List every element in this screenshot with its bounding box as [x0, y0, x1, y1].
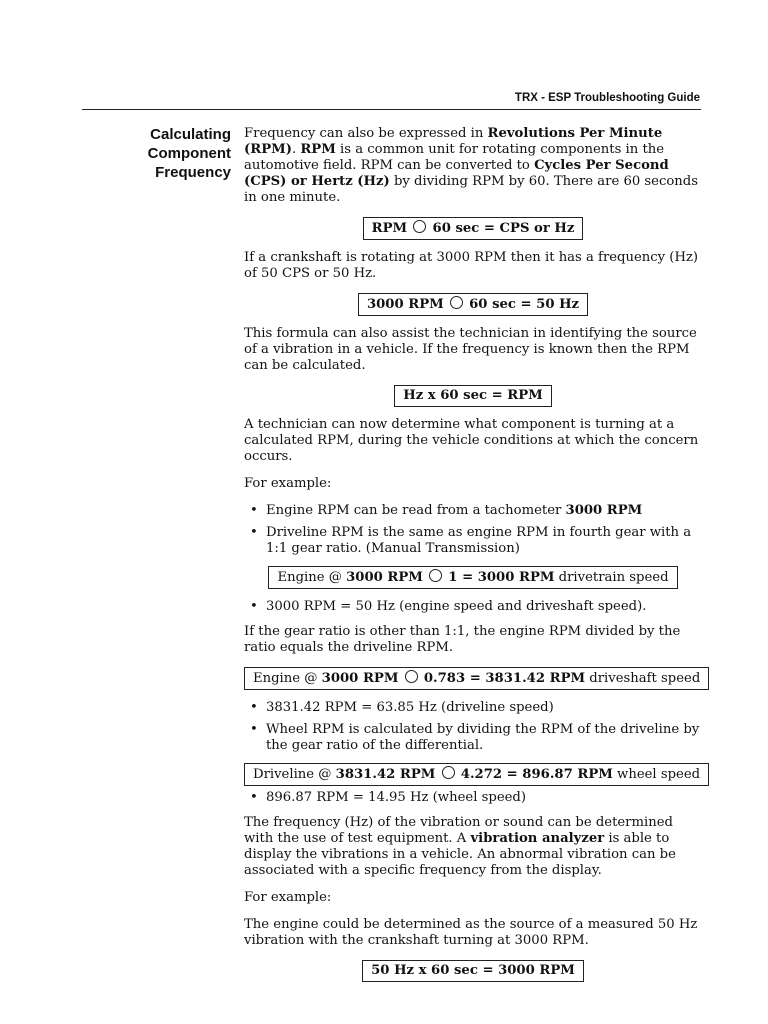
text-span: 896.87 RPM = 14.95 Hz (wheel speed)	[266, 790, 527, 805]
formula-row	[244, 763, 702, 786]
divide-operator-icon	[450, 296, 463, 309]
bullet-icon: •	[250, 790, 258, 805]
list-item	[244, 503, 702, 519]
text-span: Wheel RPM is calculated by dividing the RPM of the driveline by the gear ratio of the differential.	[266, 722, 700, 753]
bullet-icon: •	[250, 599, 258, 614]
formula-rpm-to-hz	[363, 217, 584, 240]
header-title: TRX - ESP Troubleshooting Guide	[514, 92, 700, 104]
text-span: Frequency can also be expressed in	[244, 126, 488, 141]
text-span: is able to display the vibrations in a vehicle. An abnormal vibration can be associated with a specific frequency from the display.	[244, 831, 676, 878]
formula-term: RPM	[371, 221, 408, 236]
paragraph-rpm-intro	[244, 126, 702, 206]
bullet-icon: •	[250, 722, 258, 737]
list-item	[244, 722, 702, 754]
formula-text: drivetrain speed	[554, 570, 669, 585]
formula-term: 60 sec = 50 Hz	[469, 297, 580, 312]
list-item	[244, 599, 702, 615]
section-heading	[120, 125, 231, 182]
formula-term: 4.272 = 896.87 RPM	[460, 767, 613, 782]
formula-term: 3000 RPM	[346, 570, 423, 585]
formula-term: 50 Hz x 60 sec = 3000 RPM	[371, 963, 575, 978]
bullet-list	[244, 503, 702, 557]
bold-term: Revolutions Per Minute (RPM)	[244, 126, 663, 157]
text-span: Driveline RPM is the same as engine RPM in fourth gear with a 1:1 gear ratio. (Manual Transmission)	[266, 525, 692, 556]
bullet-icon: •	[250, 503, 258, 518]
formula-row	[244, 960, 702, 982]
divide-operator-icon	[442, 766, 455, 779]
paragraph-crankshaft-example: If a crankshaft is rotating at 3000 RPM then it has a frequency (Hz) of 50 CPS or 50 Hz.	[244, 250, 699, 281]
formula-term: 3000 RPM	[321, 671, 399, 686]
formula-row	[244, 667, 702, 690]
formula-hz-to-rpm	[394, 385, 552, 407]
bold-term: Cycles Per Second (CPS) or Hertz (Hz)	[244, 158, 669, 189]
text-span: is a common unit for rotating components in the automotive field. RPM can be converted to	[244, 142, 665, 173]
formula-text: driveshaft speed	[585, 671, 701, 686]
divide-operator-icon	[429, 569, 442, 582]
text-span: by dividing RPM by 60. There are 60 seconds in one minute.	[244, 174, 699, 205]
formula-term: 0.783 = 3831.42 RPM	[423, 671, 586, 686]
paragraph-for-example-2: For example:	[244, 890, 332, 905]
formula-wheel-speed	[244, 763, 709, 786]
formula-text: Driveline @	[253, 767, 336, 782]
formula-term: 3000 RPM	[366, 297, 444, 312]
text-span: Engine RPM can be read from a tachometer	[266, 503, 566, 518]
divide-operator-icon	[405, 670, 418, 683]
section-heading-line-2: Component	[147, 145, 231, 162]
header-rule	[82, 109, 701, 110]
formula-term: 1 = 3000 RPM	[448, 570, 555, 585]
formula-term: 60 sec = CPS or Hz	[432, 221, 575, 236]
section-heading-line-1: Calculating	[150, 126, 231, 143]
formula-term: Hz x 60 sec = RPM	[403, 388, 543, 403]
formula-row	[244, 385, 702, 407]
text-span: The frequency (Hz) of the vibration or sound can be determined with the use of test equipment. A	[244, 815, 673, 846]
section-heading-line-3: Frequency	[155, 164, 231, 181]
list-item	[244, 790, 702, 806]
formula-text: Engine @	[253, 671, 322, 686]
formula-driveshaft-speed	[244, 667, 709, 690]
bullet-icon: •	[250, 525, 258, 540]
bullet-list	[244, 599, 702, 615]
formula-row	[244, 566, 702, 589]
divide-operator-icon	[413, 220, 426, 233]
paragraph-formula-source: This formula can also assist the technician in identifying the source of a vibration in a vehicle. If the frequency is known then the RPM can be calculated.	[244, 326, 697, 373]
bullet-icon: •	[250, 700, 258, 715]
text-span: 3831.42 RPM = 63.85 Hz (driveline speed)	[266, 700, 554, 715]
paragraph-engine-source: The engine could be determined as the source of a measured 50 Hz vibration with the crankshaft turning at 3000 RPM.	[244, 917, 698, 948]
body-content	[244, 126, 702, 992]
bullet-list	[244, 790, 702, 806]
formula-50hz	[362, 960, 584, 982]
formula-3000-rpm	[358, 293, 588, 316]
formula-drivetrain-speed	[268, 566, 677, 589]
bold-term: vibration analyzer	[470, 831, 605, 846]
list-item	[244, 525, 702, 557]
formula-row	[244, 217, 702, 240]
bold-term: RPM	[300, 142, 336, 157]
formula-text: wheel speed	[612, 767, 701, 782]
formula-text: Engine @	[277, 570, 347, 585]
paragraph-vibration-analyzer	[244, 815, 702, 879]
bold-term: 3000 RPM	[565, 503, 643, 518]
paragraph-for-example: For example:	[244, 476, 332, 491]
formula-row	[244, 293, 702, 316]
text-span: .	[291, 142, 301, 157]
bullet-list	[244, 700, 702, 754]
paragraph-technician: A technician can now determine what component is turning at a calculated RPM, during the vehicle conditions at which the concern occurs.	[244, 417, 699, 464]
paragraph-gear-ratio: If the gear ratio is other than 1:1, the engine RPM divided by the ratio equals the driveline RPM.	[244, 624, 681, 655]
list-item	[244, 700, 702, 716]
text-span: 3000 RPM = 50 Hz (engine speed and driveshaft speed).	[266, 599, 647, 614]
formula-term: 3831.42 RPM	[335, 767, 436, 782]
